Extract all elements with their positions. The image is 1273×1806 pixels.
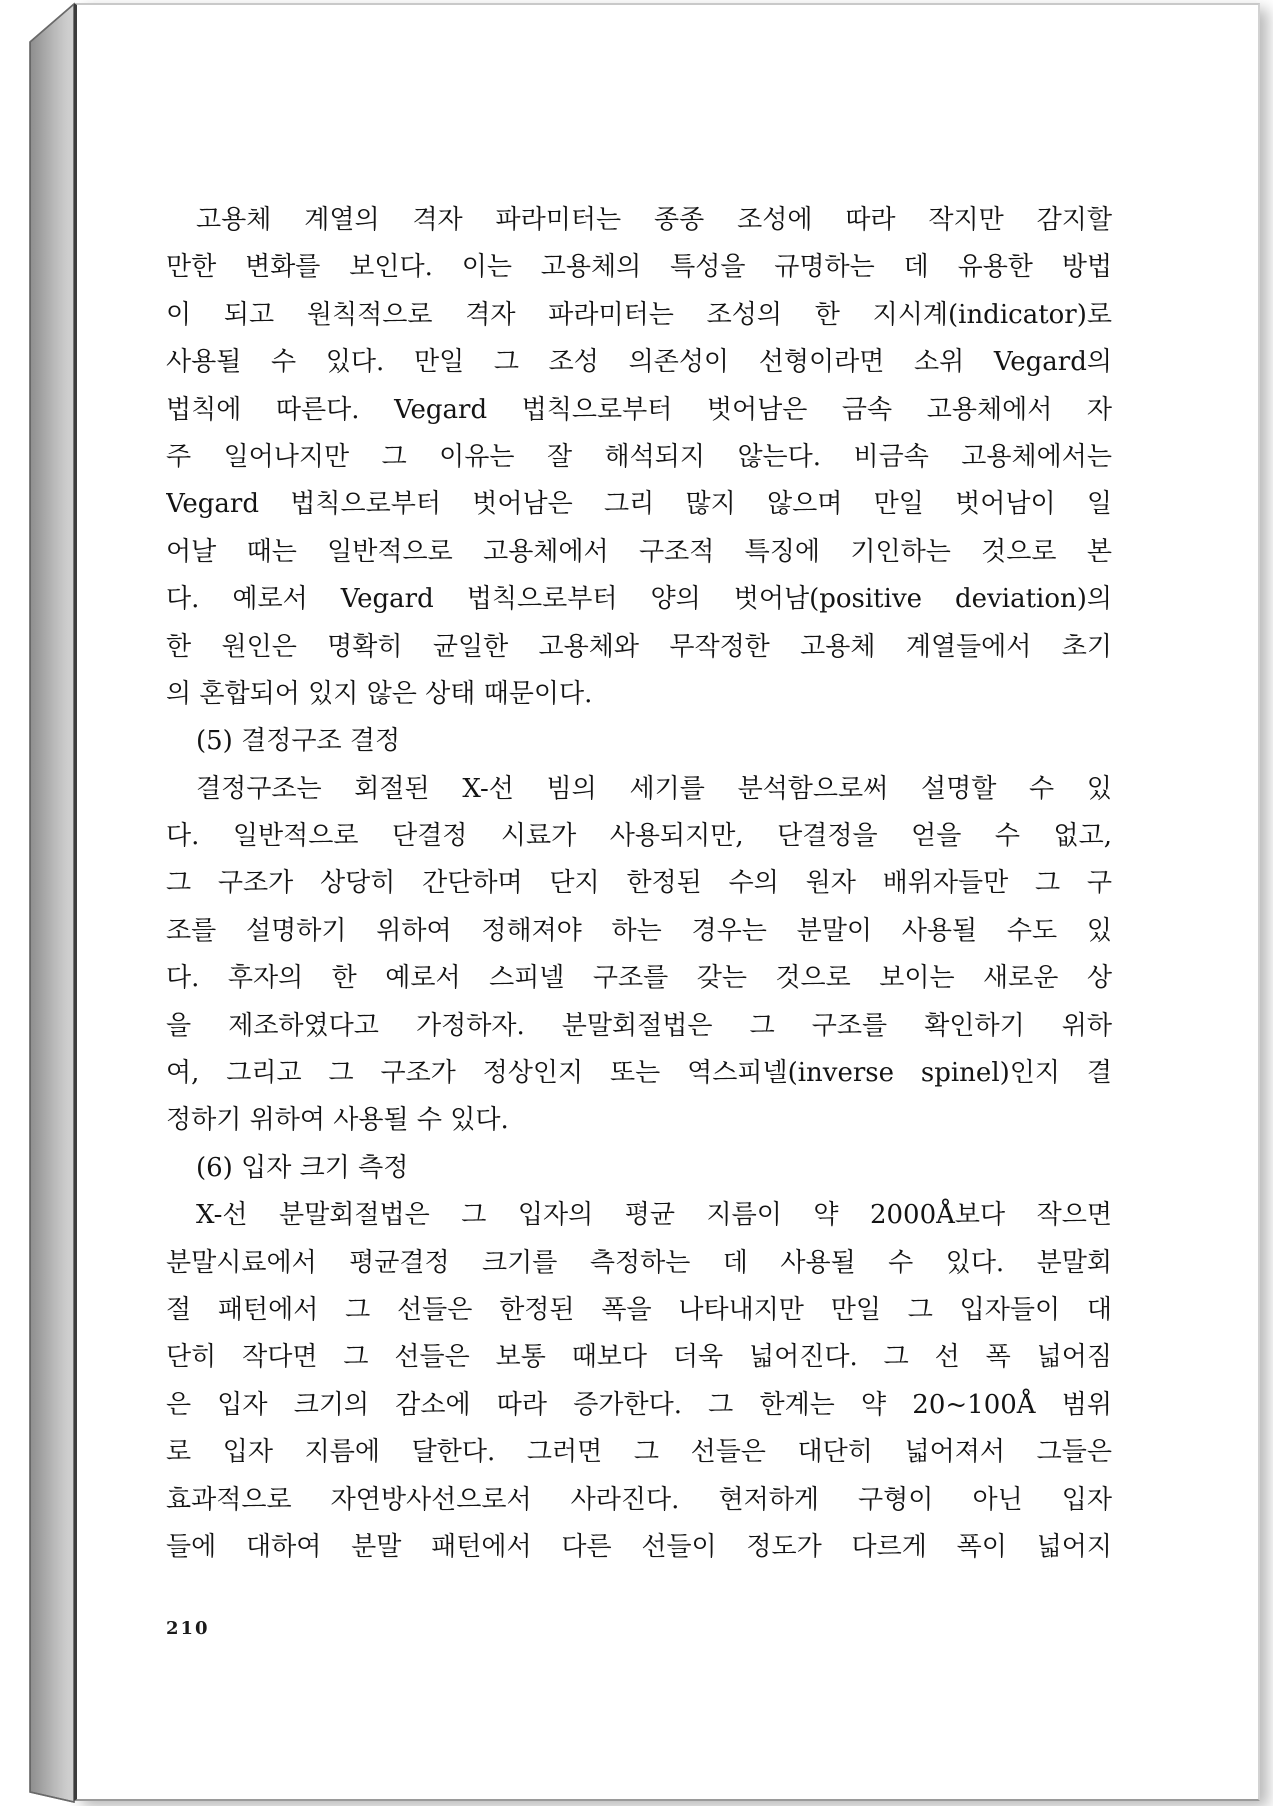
text-line: 단히 작다면 그 선들은 보통 때보다 더욱 넓어진다. 그 선 폭 넓어짐: [166, 1342, 1112, 1373]
text-line: 다. 일반적으로 단결정 시료가 사용되지만, 단결정을 얻을 수 없고,: [166, 821, 1112, 852]
text-line: 결정구조는 회절된 X-선 빔의 세기를 분석함으로써 설명할 수 있: [196, 773, 1112, 804]
text-line: 다. 예로서 Vegard 법칙으로부터 양의 벗어남(positive deviation)의: [166, 584, 1112, 615]
text-line: 이 되고 원칙적으로 격자 파라미터는 조성의 한 지시계(indicator)로: [166, 299, 1112, 330]
section-heading: (5) 결정구조 결정: [196, 726, 401, 757]
text-line: 을 제조하였다고 가정하자. 분말회절법은 그 구조를 확인하기 위하: [166, 1010, 1112, 1041]
text-line: 주 일어나지만 그 이유는 잘 해석되지 않는다. 비금속 고용체에서는: [166, 441, 1112, 472]
text-line: 조를 설명하기 위하여 정해져야 하는 경우는 분말이 사용될 수도 있: [166, 915, 1112, 946]
book-spine-edge: [0, 0, 76, 1806]
text-line: Vegard 법칙으로부터 벗어남은 그리 많지 않으며 만일 벗어남이 일: [166, 489, 1112, 520]
text-line: 효과적으로 자연방사선으로서 사라진다. 현저하게 구형이 아닌 입자: [166, 1484, 1112, 1515]
text-line: 다. 후자의 한 예로서 스피넬 구조를 갖는 것으로 보이는 새로운 상: [166, 963, 1112, 994]
page-number: 210: [166, 1618, 210, 1639]
text-line: 사용될 수 있다. 만일 그 조성 의존성이 선형이라면 소위 Vegard의: [166, 347, 1112, 378]
text-line: 분말시료에서 평균결정 크기를 측정하는 데 사용될 수 있다. 분말회: [166, 1247, 1112, 1278]
text-line: 어날 때는 일반적으로 고용체에서 구조적 특징에 기인하는 것으로 본: [166, 536, 1112, 567]
text-line: 고용체 계열의 격자 파라미터는 종종 조성에 따라 작지만 감지할: [196, 205, 1112, 235]
text-line: 한 원인은 명확히 균일한 고용체와 무작정한 고용체 계열들에서 초기: [166, 631, 1112, 662]
text-line: 들에 대하여 분말 패턴에서 다른 선들이 정도가 다르게 폭이 넓어지: [166, 1531, 1112, 1562]
text-line: X-선 분말회절법은 그 입자의 평균 지름이 약 2000Å보다 작으면: [196, 1200, 1112, 1231]
text-line: 그 구조가 상당히 간단하며 단지 한정된 수의 원자 배위자들만 그 구: [166, 868, 1112, 899]
text-line: 법칙에 따른다. Vegard 법칙으로부터 벗어남은 금속 고용체에서 자: [166, 394, 1112, 425]
text-line: 여, 그리고 그 구조가 정상인지 또는 역스피넬(inverse spinel)인지 결: [166, 1058, 1112, 1089]
text-line: 로 입자 지름에 달한다. 그러면 그 선들은 대단히 넓어져서 그들은: [166, 1437, 1112, 1468]
text-line: 절 패턴에서 그 선들은 한정된 폭을 나타내지만 만일 그 입자들이 대: [166, 1294, 1112, 1325]
text-line: 은 입자 크기의 감소에 따라 증가한다. 그 한계는 약 20~100Å 범위: [166, 1389, 1112, 1420]
section-heading: (6) 입자 크기 측정: [196, 1152, 409, 1183]
text-line: 정하기 위하여 사용될 수 있다.: [166, 1105, 509, 1136]
text-line: 의 혼합되어 있지 않은 상태 때문이다.: [166, 678, 593, 709]
body-text: [166, 197, 1112, 1571]
text-line: 만한 변화를 보인다. 이는 고용체의 특성을 규명하는 데 유용한 방법: [166, 252, 1112, 283]
